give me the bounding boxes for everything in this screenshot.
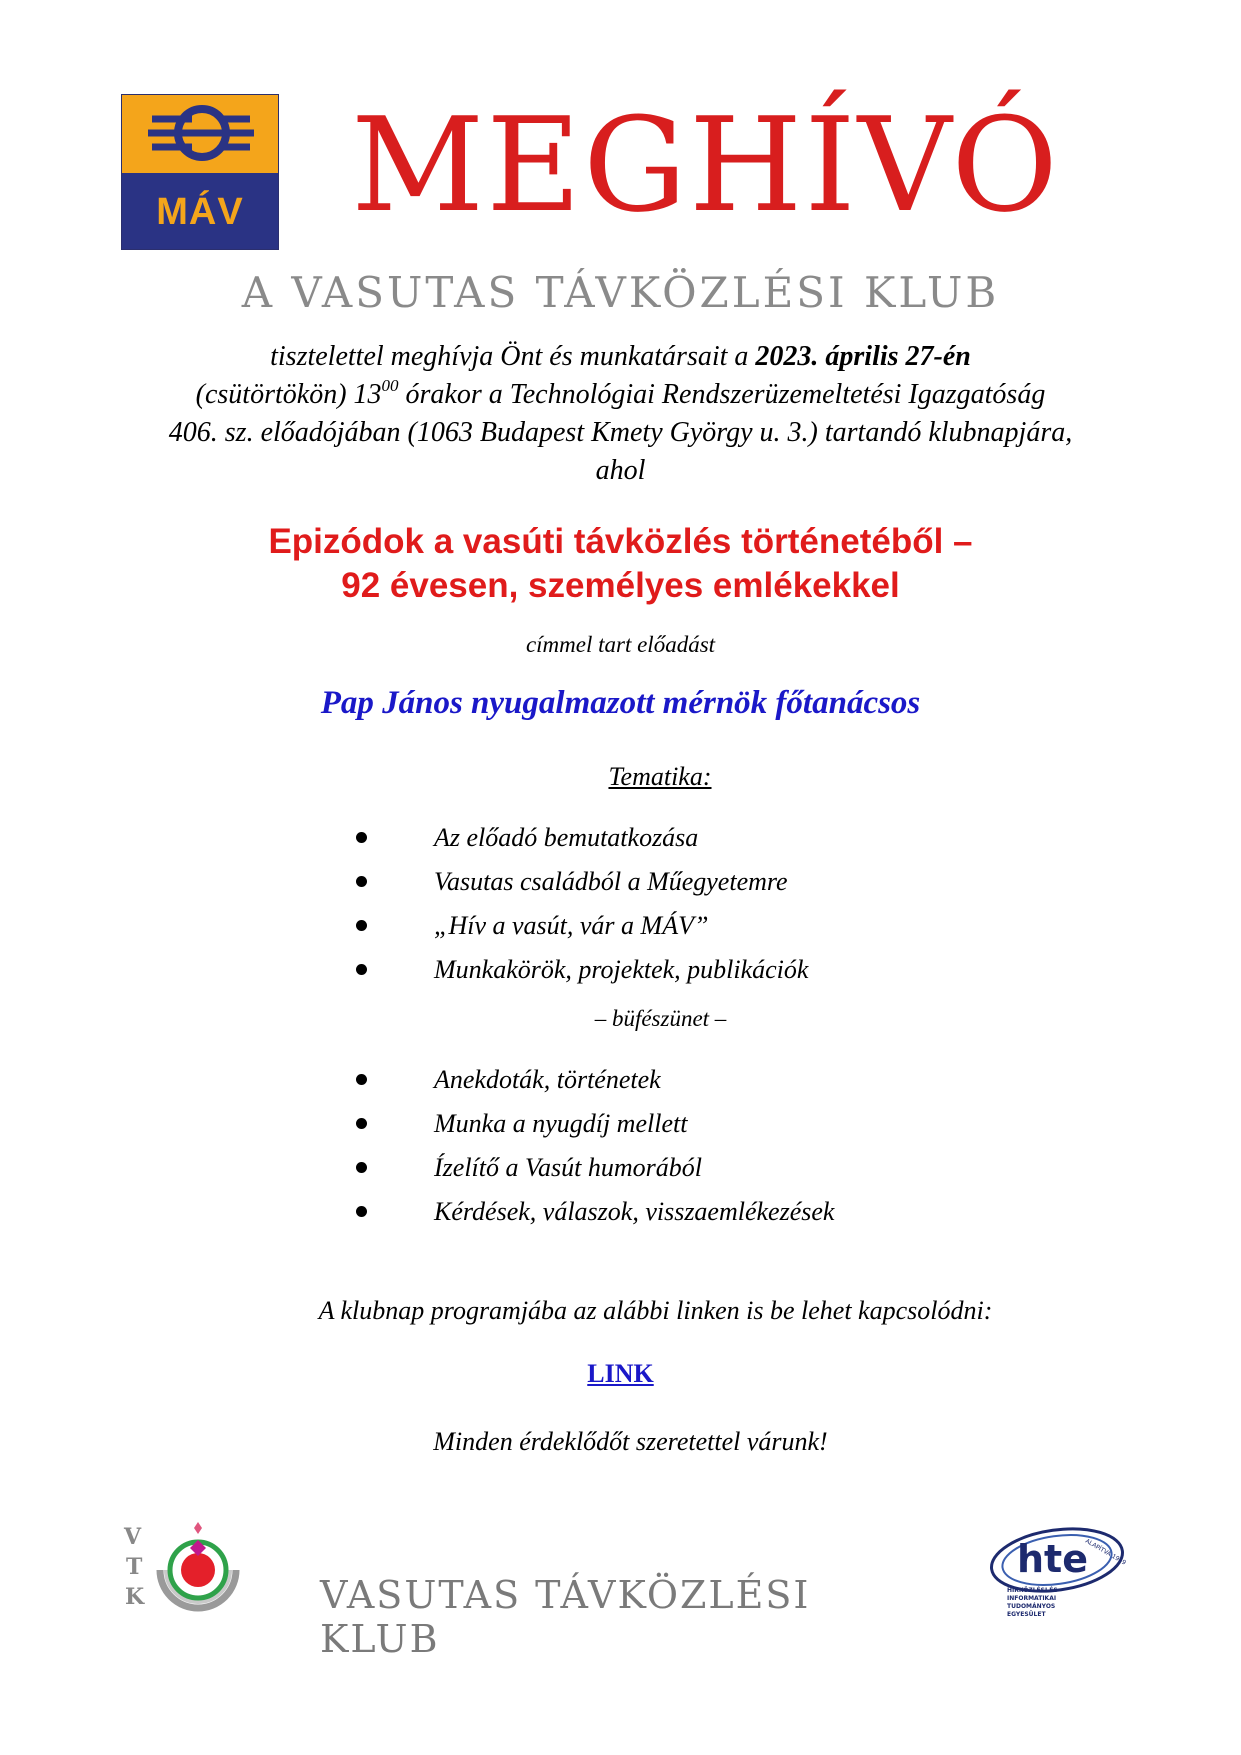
bullet-icon <box>356 1118 367 1129</box>
list-item <box>350 948 1050 992</box>
online-link[interactable]: LINK <box>587 1359 654 1388</box>
agenda-list-1 <box>350 816 1050 992</box>
bullet-icon <box>356 920 367 931</box>
hte-logo <box>985 1520 1130 1620</box>
vtk-letter-k: K <box>125 1584 145 1610</box>
mav-logo-text: MÁV <box>156 191 244 233</box>
intro-text-2: (csütörtökön) 13 <box>195 379 382 410</box>
intro-text-1: tisztelettel meghívja Önt és munkatársait a <box>270 341 756 372</box>
vtk-letter-v: V <box>124 1524 142 1550</box>
hte-subtext-3: TUDOMÁNYOS <box>1007 1603 1056 1610</box>
footer-club-name: VASUTAS TÁVKÖZLÉSI KLUB <box>320 1573 811 1661</box>
agenda-item-label: Munkakörök, projektek, publikációk <box>434 955 809 984</box>
bullet-icon <box>356 876 367 887</box>
topic-line-1: Epizódok a vasúti távközlés történetéből – <box>268 522 973 561</box>
break-label: – büfészünet – <box>594 1006 727 1031</box>
hte-text: hte <box>1017 1537 1088 1581</box>
lecture-subtitle: címmel tart előadást <box>525 632 716 657</box>
list-item <box>350 1058 1050 1102</box>
lecture-topic <box>0 520 1241 608</box>
list-item <box>350 860 1050 904</box>
speaker-name: Pap János nyugalmazott mérnök főtanácsos <box>320 685 921 721</box>
bullet-icon <box>356 964 367 975</box>
agenda-item-label: „Hív a vasút, vár a MÁV” <box>434 911 709 940</box>
bullet-icon <box>356 1206 367 1217</box>
hte-subtext-4: EGYESÜLET <box>1007 1611 1046 1618</box>
list-item <box>350 1102 1050 1146</box>
agenda-item-label: Az előadó bemutatkozása <box>434 823 699 852</box>
vtk-logo <box>118 1518 268 1618</box>
club-heading: A VASUTAS TÁVKÖZLÉSI KLUB <box>241 268 1000 317</box>
vtk-letter-t: T <box>126 1554 143 1580</box>
agenda-heading: Tematika: <box>608 762 712 791</box>
list-item <box>350 816 1050 860</box>
intro-text-3: órakor a Technológiai Rendszerüzemeltetési Igazgatóság <box>398 379 1046 410</box>
list-item <box>350 904 1050 948</box>
bullet-icon <box>356 1162 367 1173</box>
time-superscript: 00 <box>381 376 399 395</box>
hte-subtext-2: INFORMATIKAI <box>1007 1595 1057 1602</box>
page-title: MEGHÍVÓ <box>351 89 1060 241</box>
intro-text-5: ahol <box>595 455 646 486</box>
list-item <box>350 1146 1050 1190</box>
agenda-item-label: Munka a nyugdíj mellett <box>434 1109 688 1138</box>
topic-line-2: 92 évesen, személyes emlékekkel <box>341 566 900 605</box>
agenda-list-2 <box>350 1058 1050 1234</box>
link-row <box>0 1359 1241 1389</box>
bullet-icon <box>356 832 367 843</box>
intro-text-4: 406. sz. előadójában (1063 Budapest Kmety György u. 3.) tartandó klubnapjára, <box>168 417 1073 448</box>
agenda-item-label: Kérdések, válaszok, visszaemlékezések <box>434 1197 835 1226</box>
agenda-item-label: Anekdoták, történetek <box>434 1065 661 1094</box>
hte-year: ALAPÍTVA 1949 <box>1084 1537 1128 1567</box>
hte-subtext-1: HÍRKÖZLÉSI ÉS <box>1007 1587 1058 1594</box>
bullet-icon <box>356 1074 367 1085</box>
intro-paragraph <box>60 338 1181 490</box>
welcome-text: Minden érdeklődőt szeretettel várunk! <box>433 1427 828 1456</box>
agenda-item-label: Vasutas családból a Műegyetemre <box>434 867 788 896</box>
event-date: 2023. április 27-én <box>755 341 971 372</box>
list-item <box>350 1190 1050 1234</box>
connect-text: A klubnap programjába az alábbi linken is be lehet kapcsolódni: <box>318 1296 993 1325</box>
agenda-item-label: Ízelítő a Vasút humorából <box>434 1153 702 1182</box>
